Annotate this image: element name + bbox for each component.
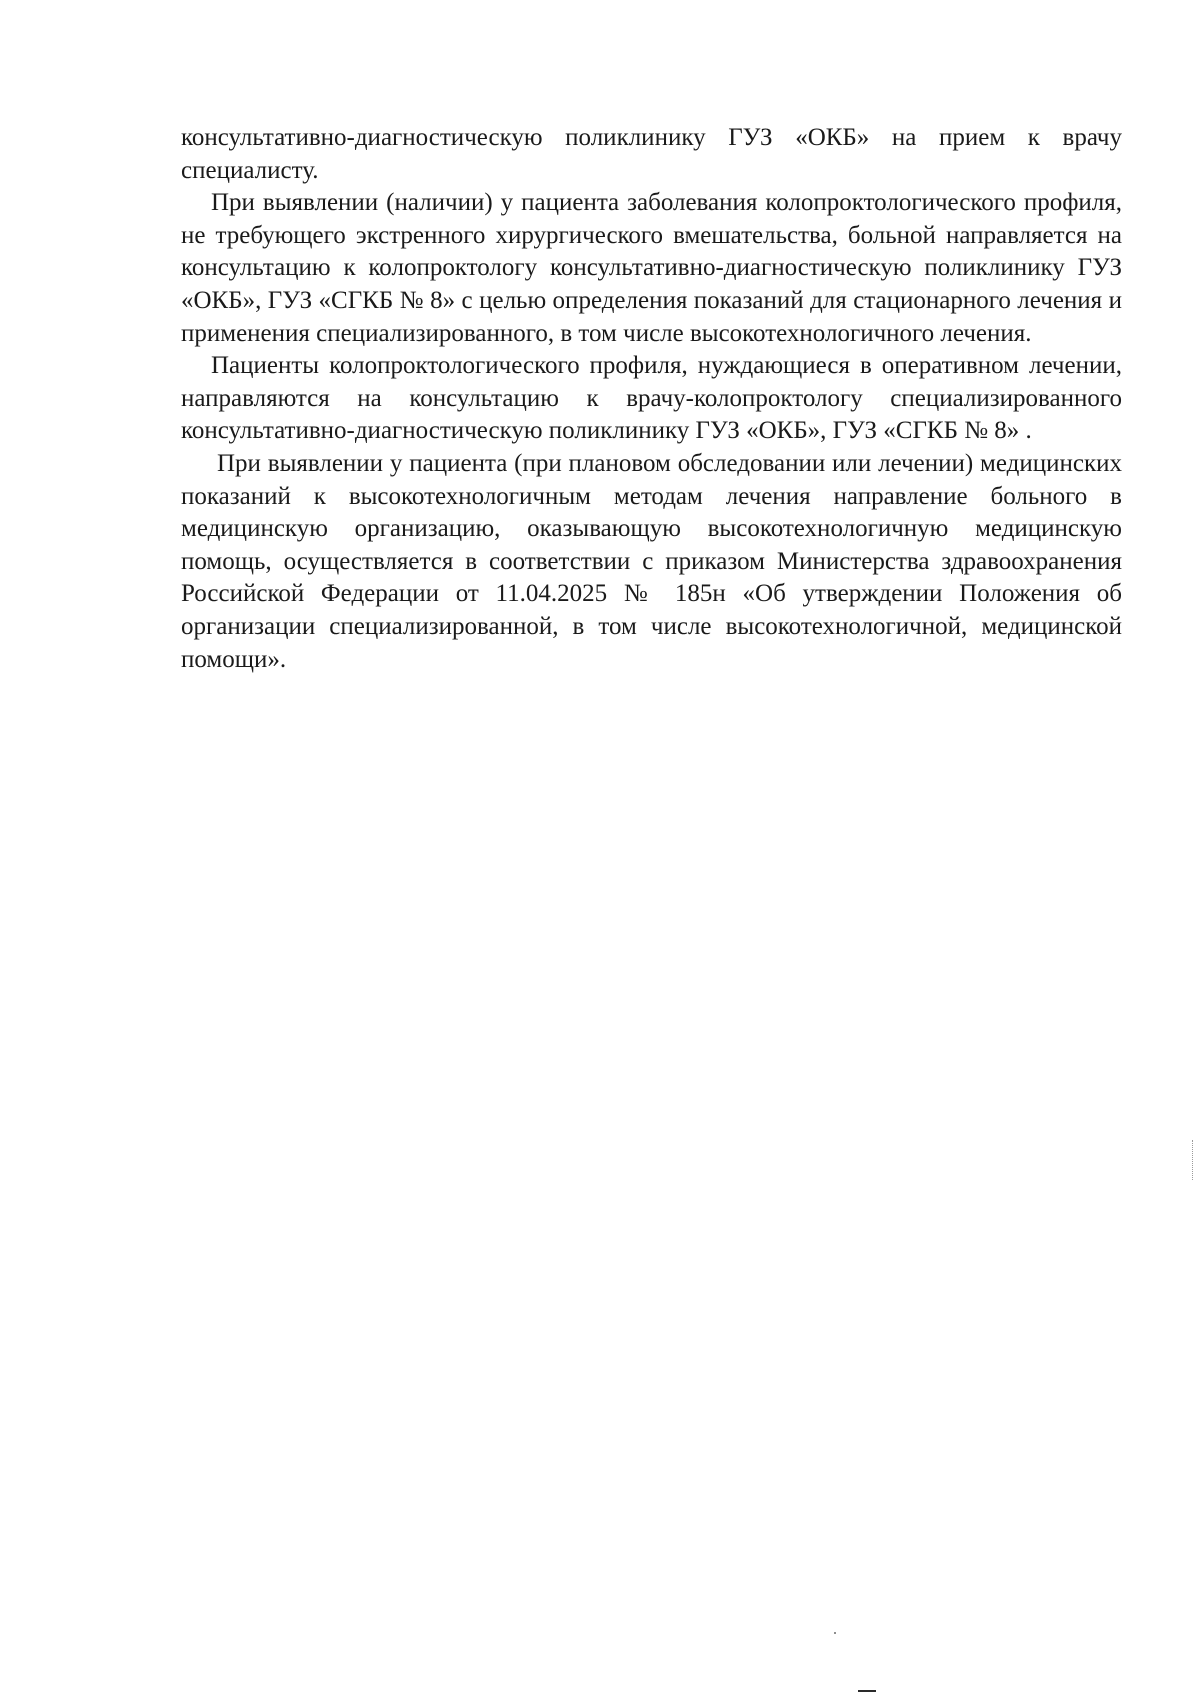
paragraph-high-tech-care: При выявлении у пациента (при плановом обследовании или лечении) медицинских показаний к высокотехнологичным методам лечения направление больного в медицинскую организацию, оказывающую высокотехнологичную медицинскую помощь, осуществляется в соответствии с приказом Министерства здравоохранения Российской Федерации от 11.04.2025 № 185н «Об утверждении Положения об организации специализированной, в том числе высокотехнологичной, медицинской помощи». [181, 449, 1122, 673]
document-body [181, 122, 1122, 676]
paragraph-coloproctology-referral: При выявлении (наличии) у пациента заболевания колопроктологического профиля, не требующего экстренного хирургического вмешательства, больной направляется на консультацию к колопроктологу консультативно-диагностическую поликлинику ГУЗ «ОКБ», ГУЗ «СГКБ № 8» с целью определения показаний для стационарного лечения и применения специализированного, в том числе высокотехнологичного лечения. [181, 189, 1122, 347]
paragraph-continuation: консультативно-диагностическую поликлинику ГУЗ «ОКБ» на прием к врачу специалисту. [181, 124, 1122, 184]
paragraph-surgical-patients: Пациенты колопроктологического профиля, нуждающиеся в оперативном лечении, направляются на консультацию к врачу-колопроктологу специализированного консультативно-диагностическую поликлинику ГУЗ «ОКБ», ГУЗ «СГКБ № 8» . [181, 352, 1122, 445]
scan-artifact-speck [834, 1632, 836, 1634]
scan-artifact-dots [1192, 1140, 1194, 1180]
scan-artifact-dash [858, 1690, 876, 1692]
